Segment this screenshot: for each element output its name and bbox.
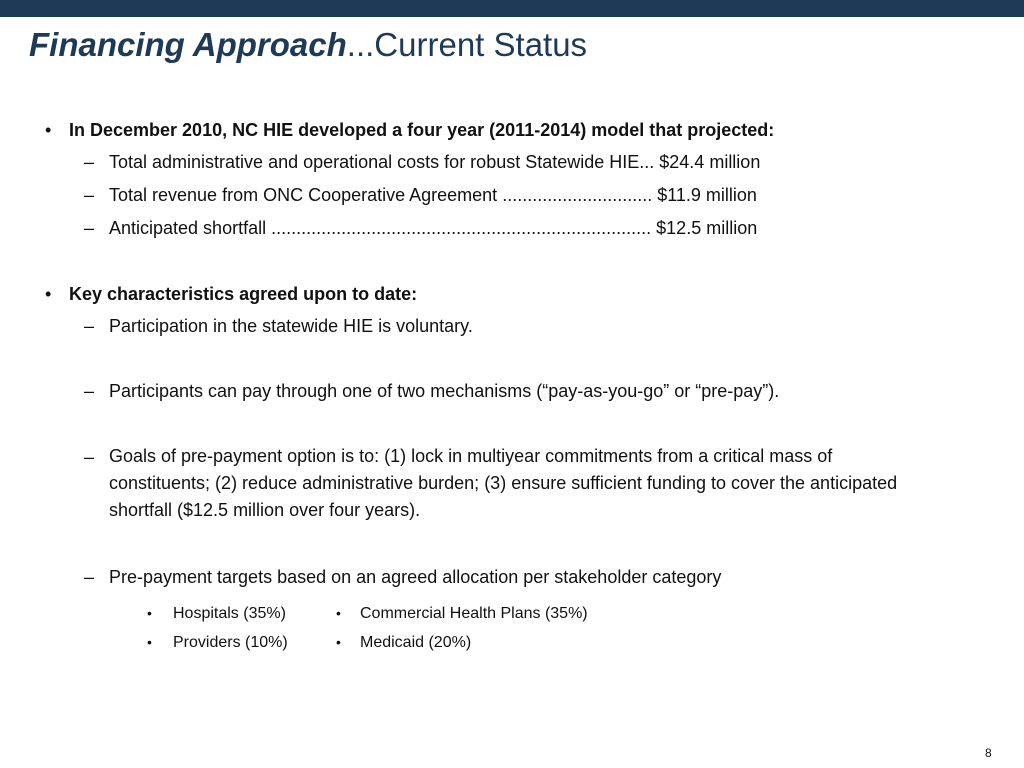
dash-marker: – bbox=[84, 567, 95, 587]
subitem-targets: Pre-payment targets based on an agreed allocation per stakeholder category bbox=[109, 567, 722, 587]
subitem-goals: Goals of pre-payment option is to: (1) lock in multiyear commitments from a critical mass of constituents; (2) reduce administrative burden; (3) ensure sufficient funding to cover the anticipated shortfall ($12.5 million over four years). bbox=[109, 446, 898, 520]
dash-marker: – bbox=[84, 447, 95, 467]
allocation-medicaid: Medicaid (20%) bbox=[360, 634, 472, 651]
small-bullet-marker: • bbox=[336, 605, 341, 621]
subitem-total-costs: Total administrative and operational costs for robust Statewide HIE... $24.4 million bbox=[109, 152, 761, 172]
dash-marker: – bbox=[84, 152, 95, 172]
allocation-hospitals: Hospitals (35%) bbox=[173, 605, 286, 622]
slide-title-bold: Financing Approach bbox=[29, 26, 347, 63]
page-number: 8 bbox=[985, 746, 992, 760]
bullet-2-text: Key characteristics agreed upon to date: bbox=[69, 284, 418, 304]
dash-marker: – bbox=[84, 316, 95, 336]
bullet-1-text: In December 2010, NC HIE developed a four year (2011-2014) model that projected: bbox=[69, 120, 775, 140]
subitem-shortfall: Anticipated shortfall ............................................................................ $12.5 million bbox=[109, 218, 758, 238]
small-bullet-marker: • bbox=[336, 634, 341, 650]
subitem-voluntary: Participation in the statewide HIE is voluntary. bbox=[109, 316, 473, 336]
subitem-mechanisms: Participants can pay through one of two mechanisms (“pay-as-you-go” or “pre-pay”). bbox=[109, 381, 780, 401]
small-bullet-marker: • bbox=[147, 605, 152, 621]
dash-marker: – bbox=[84, 185, 95, 205]
slide-title bbox=[29, 26, 587, 64]
bullet-marker: • bbox=[45, 284, 52, 304]
dash-marker: – bbox=[84, 381, 95, 401]
allocation-commercial-health-plans: Commercial Health Plans (35%) bbox=[360, 605, 588, 622]
dash-marker: – bbox=[84, 218, 95, 238]
top-accent-bar bbox=[0, 0, 1024, 17]
slide-title-regular: ...Current Status bbox=[346, 26, 588, 63]
subitem-total-revenue: Total revenue from ONC Cooperative Agreement .............................. $11.9 million bbox=[109, 185, 757, 205]
allocation-providers: Providers (10%) bbox=[173, 634, 288, 651]
small-bullet-marker: • bbox=[147, 634, 152, 650]
bullet-marker: • bbox=[45, 120, 52, 140]
